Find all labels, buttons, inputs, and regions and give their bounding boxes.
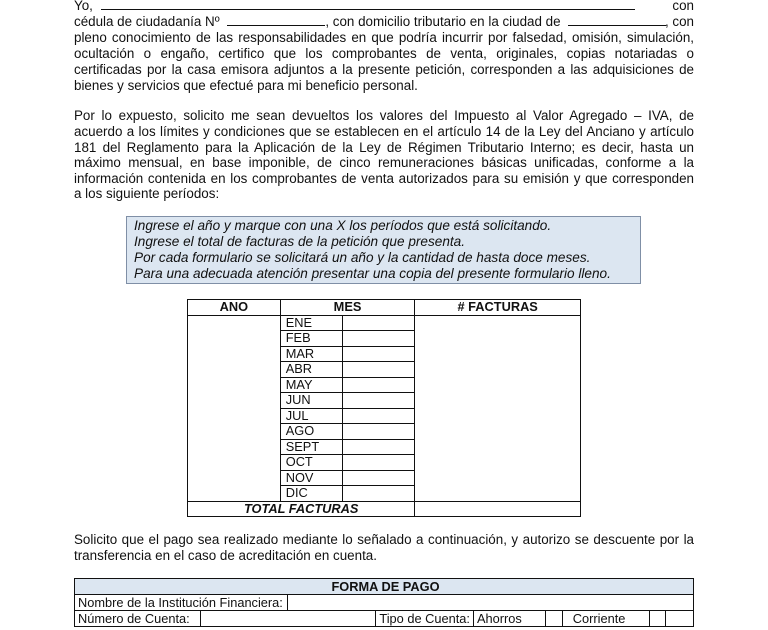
cedula-con-label: , con: [664, 14, 694, 29]
month-check-cell[interactable]: [342, 331, 415, 347]
ano-input-cell[interactable]: [188, 315, 281, 501]
month-label: FEB: [280, 331, 342, 347]
facturas-table: [187, 299, 581, 517]
domicilio-label: , con domicilio tributario en la ciudad de: [325, 14, 561, 29]
month-label: ABR: [280, 362, 342, 378]
corriente-checkbox[interactable]: [650, 611, 666, 627]
month-check-cell[interactable]: [342, 393, 415, 409]
p1-line3: pleno conocimiento de las responsabilidades en que podría incurrir por falsedad, omisión, simulación,: [74, 30, 694, 45]
instructions-box: [126, 216, 641, 284]
instruction-line: Ingrese el año y marque con una X los períodos que está solicitando.: [134, 218, 552, 233]
header-facturas: # FACTURAS: [415, 300, 581, 316]
p2-line5: información contenida en los comprobantes de venta autorizados para su emisión y que corresponden: [74, 171, 694, 186]
yo-line: [74, 0, 694, 14]
month-check-cell[interactable]: [342, 346, 415, 362]
month-check-cell[interactable]: [342, 486, 415, 502]
month-check-cell[interactable]: [342, 439, 415, 455]
corriente-label: Corriente: [562, 611, 649, 627]
month-label: NOV: [280, 470, 342, 486]
header-ano: ANO: [188, 300, 281, 316]
total-facturas-label: TOTAL FACTURAS: [188, 501, 415, 517]
month-check-cell[interactable]: [342, 315, 415, 331]
instruction-line: Por cada formulario se solicitará un año y la cantidad de hasta doce meses.: [134, 250, 591, 265]
yo-label: Yo,: [74, 0, 93, 13]
cedula-line: [74, 14, 694, 30]
p1-line4: ocultación o engaño, certifico que los comprobantes de venta, originales, copias notariadas o: [74, 46, 694, 61]
month-label: ENE: [280, 315, 342, 331]
month-check-cell[interactable]: [342, 470, 415, 486]
month-label: DIC: [280, 486, 342, 502]
cedula-label: cédula de ciudadanía Nº: [74, 14, 220, 29]
ahorros-label: Ahorros: [473, 611, 545, 627]
month-check-cell[interactable]: [342, 424, 415, 440]
instruction-line: Ingrese el total de facturas de la petición que presenta.: [134, 234, 465, 249]
month-label: OCT: [280, 455, 342, 471]
total-facturas-cell[interactable]: [415, 501, 581, 517]
facturas-input-cell[interactable]: [415, 315, 581, 501]
instruction-line: Para una adecuada atención presentar una copia del presente formulario lleno.: [134, 266, 611, 281]
month-label: JUL: [280, 408, 342, 424]
numero-cuenta-input[interactable]: [200, 611, 375, 627]
p1-line5: certificadas por la casa emisora adjuntos a la presente petición, corresponden a las adquisiciones de: [74, 62, 694, 77]
p2-line1: Por lo expuesto, solicito me sean devueltos los valores del Impuesto al Valor Agregado – IVA, de: [74, 108, 694, 123]
forma-pago-table: [74, 578, 694, 627]
header-mes: MES: [280, 300, 415, 316]
p3-line1: Solicito que el pago sea realizado mediante lo señalado a continuación, y autorizo se descuente por la: [74, 532, 694, 547]
tipo-cuenta-label: Tipo de Cuenta:: [376, 611, 474, 627]
extra-cell: [665, 611, 693, 627]
month-label: JUN: [280, 393, 342, 409]
month-label: MAR: [280, 346, 342, 362]
numero-cuenta-label: Número de Cuenta:: [75, 611, 201, 627]
p2-line3: 181 del Reglamento para la Aplicación de la Ley de Régimen Tributario Interno; es decir, hasta un: [74, 140, 694, 155]
forma-pago-title: FORMA DE PAGO: [75, 579, 694, 595]
nombre-blank[interactable]: [101, 0, 635, 10]
p1-line6: bienes y servicios que efectué para mi beneficio personal.: [74, 78, 418, 93]
p2-line4: máximo mensual, en base imponible, de cinco remuneraciones básicas unificadas, conforme a la: [74, 155, 694, 170]
yo-con-label: con: [672, 0, 694, 13]
month-check-cell[interactable]: [342, 377, 415, 393]
ahorros-checkbox[interactable]: [546, 611, 563, 627]
cedula-blank[interactable]: [227, 14, 325, 26]
ciudad-blank[interactable]: [568, 14, 666, 26]
month-check-cell[interactable]: [342, 362, 415, 378]
institucion-label: Nombre de la Institución Financiera:: [75, 595, 288, 611]
p2-line6: a los siguiente períodos:: [74, 186, 220, 201]
month-check-cell[interactable]: [342, 455, 415, 471]
month-label: SEPT: [280, 439, 342, 455]
p2-line2: acuerdo a los límites y condiciones que se establecen en el artículo 14 de la Ley del Anciano y artículo: [74, 124, 694, 139]
month-check-cell[interactable]: [342, 408, 415, 424]
p3-line2: transferencia en el caso de acreditación en cuenta.: [74, 548, 377, 563]
month-label: MAY: [280, 377, 342, 393]
institucion-input[interactable]: [287, 595, 693, 611]
month-label: AGO: [280, 424, 342, 440]
